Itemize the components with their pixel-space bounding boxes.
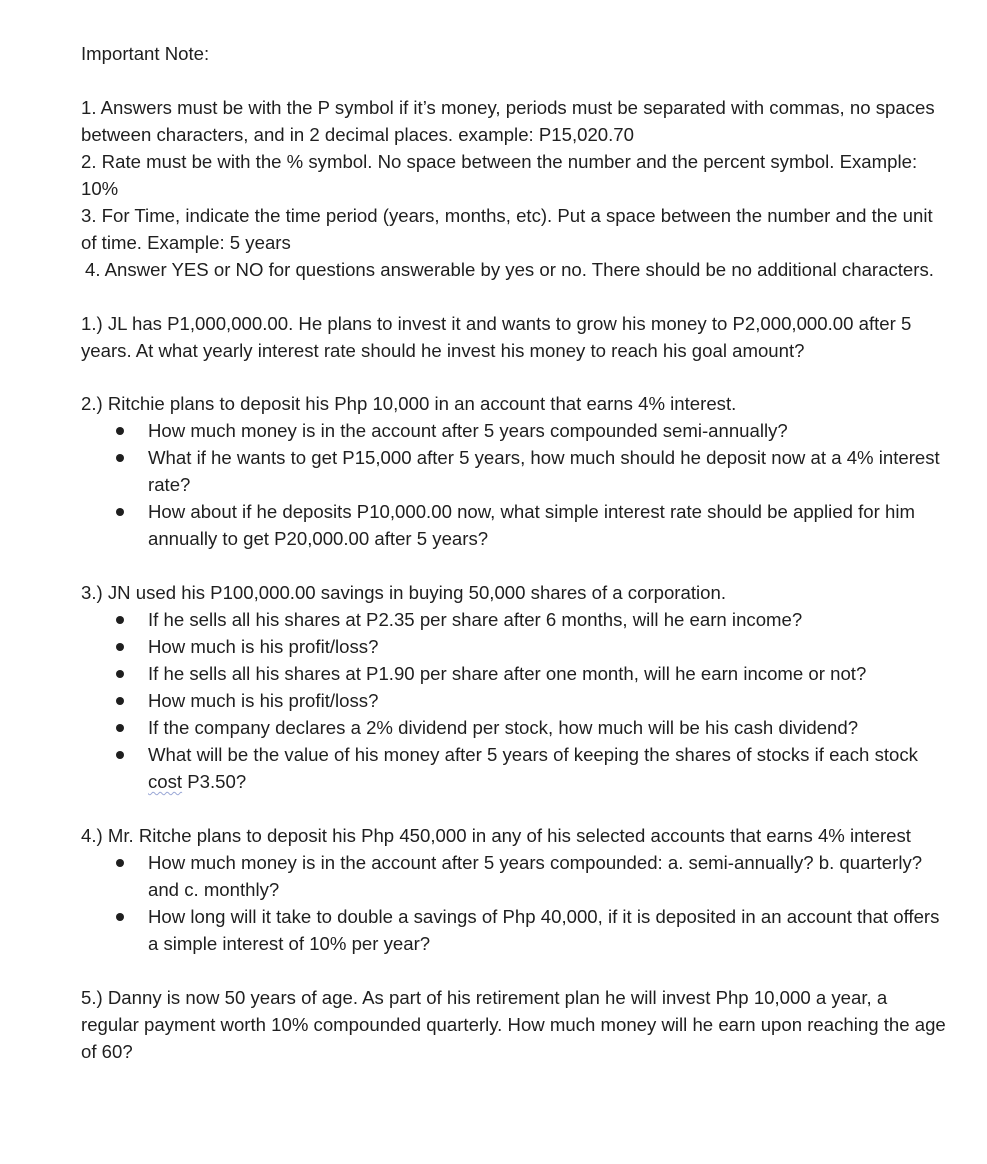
- note-item-1: 1. Answers must be with the P symbol if it’s money, periods must be separated with commas, no spaces between characters, and in 2 decimal places. example: P15,020.70: [81, 97, 935, 145]
- list-item: If he sells all his shares at P2.35 per share after 6 months, will he earn income?: [148, 606, 947, 633]
- list-item-text: What will be the value of his money after 5 years of keeping the shares of stocks if each stock: [148, 744, 918, 765]
- note-item-3: 3. For Time, indicate the time period (years, months, etc). Put a space between the number and the unit of time. Example: 5 years: [81, 205, 933, 253]
- note-list: [81, 94, 947, 283]
- list-item: [148, 741, 947, 795]
- list-item: How about if he deposits P10,000.00 now, what simple interest rate should be applied for him annually to get P20,000.00 after 5 years?: [148, 498, 947, 552]
- question-4: 4.) Mr. Ritche plans to deposit his Php 450,000 in any of his selected accounts that earns 4% interest: [81, 825, 911, 846]
- list-item: What if he wants to get P15,000 after 5 years, how much should he deposit now at a 4% interest rate?: [148, 444, 947, 498]
- list-item: How much money is in the account after 5 years compounded semi-annually?: [148, 417, 947, 444]
- question-4-bullets: [81, 849, 947, 957]
- list-item: How much is his profit/loss?: [148, 633, 947, 660]
- spellcheck-underlined-word: cost: [148, 771, 183, 792]
- question-5: 5.) Danny is now 50 years of age. As part of his retirement plan he will invest Php 10,000 a year, a regular payment worth 10% compounded quarterly. How much money will he earn upon reaching the age of 60?: [81, 987, 946, 1062]
- list-item: If the company declares a 2% dividend per stock, how much will be his cash dividend?: [148, 714, 947, 741]
- note-item-2: 2. Rate must be with the % symbol. No space between the number and the percent symbol. Example: 10%: [81, 151, 918, 199]
- question-2: 2.) Ritchie plans to deposit his Php 10,000 in an account that earns 4% interest.: [81, 393, 737, 414]
- question-1: 1.) JL has P1,000,000.00. He plans to invest it and wants to grow his money to P2,000,000.00 after 5 years. At what yearly interest rate should he invest his money to reach his goal amount?: [81, 313, 912, 361]
- question-3-bullets: [81, 606, 947, 795]
- note-item-4: 4. Answer YES or NO for questions answerable by yes or no. There should be no additional characters.: [85, 259, 934, 280]
- list-item: If he sells all his shares at P1.90 per share after one month, will he earn income or not?: [148, 660, 947, 687]
- question-3: 3.) JN used his P100,000.00 savings in buying 50,000 shares of a corporation.: [81, 582, 726, 603]
- list-item: How much money is in the account after 5 years compounded: a. semi-annually? b. quarterly? and c. monthly?: [148, 849, 947, 903]
- list-item: How long will it take to double a savings of Php 40,000, if it is deposited in an account that offers a simple interest of 10% per year?: [148, 903, 947, 957]
- note-heading: Important Note:: [81, 43, 210, 64]
- list-item: How much is his profit/loss?: [148, 687, 947, 714]
- list-item-text-end: P3.50?: [182, 771, 247, 792]
- question-2-bullets: [81, 417, 947, 552]
